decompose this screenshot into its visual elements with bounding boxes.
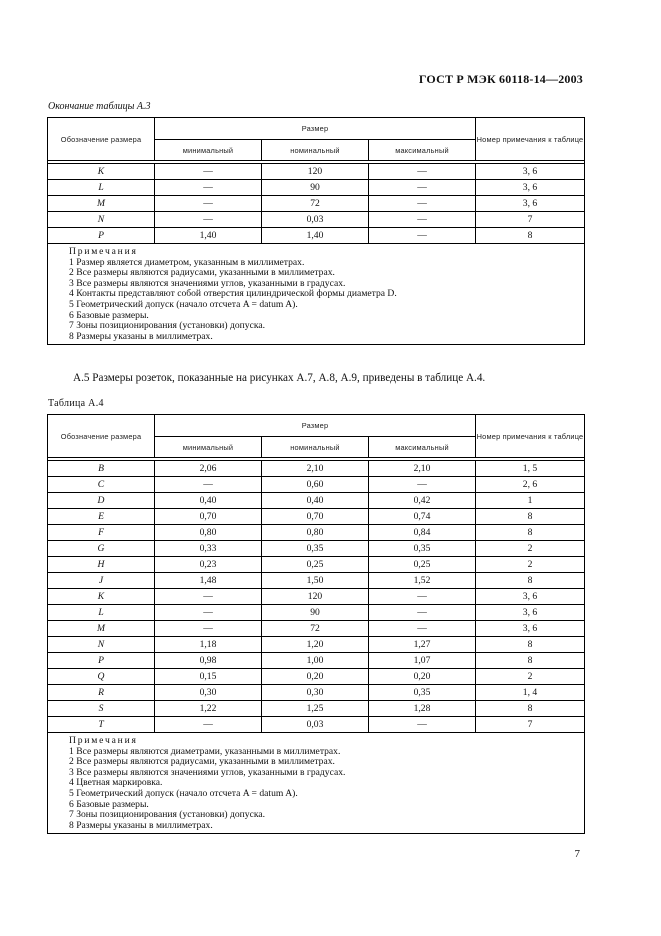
cell-min: — [155,605,262,621]
cell-max: — [369,477,476,493]
table-row [48,212,585,228]
table-a4-notes [48,733,585,834]
table-row [48,541,585,557]
cell-min: 0,40 [155,493,262,509]
cell-note: 1, 5 [476,461,585,477]
cell-designation: N [48,637,155,653]
table-row [48,509,585,525]
cell-nom: 72 [262,196,369,212]
cell-note: 8 [476,509,585,525]
cell-max: 1,27 [369,637,476,653]
cell-min: — [155,589,262,605]
cell-min: 1,48 [155,573,262,589]
cell-designation: K [48,164,155,180]
table-row [48,164,585,180]
cell-nom: 1,20 [262,637,369,653]
note-item: 6 Базовые размеры. [69,798,149,810]
cell-designation: F [48,525,155,541]
cell-note: 3, 6 [476,164,585,180]
cell-note: 3, 6 [476,621,585,637]
note-item: 8 Размеры указаны в миллиметрах. [69,819,213,831]
cell-note: 8 [476,525,585,541]
cell-max: 2,10 [369,461,476,477]
cell-min: 1,18 [155,637,262,653]
note-item: 6 Базовые размеры. [69,309,149,321]
table-a3-caption: Окончание таблицы А.3 [48,101,151,112]
cell-note: 8 [476,701,585,717]
cell-note: 2 [476,557,585,573]
page-number: 7 [574,848,580,860]
cell-min: 2,06 [155,461,262,477]
cell-designation: P [48,653,155,669]
cell-nom: 72 [262,621,369,637]
cell-nom: 90 [262,180,369,196]
note-item: 7 Зоны позиционирования (установки) допуска. [69,809,266,821]
table-a4-header-max: максимальный [369,437,476,458]
cell-designation: H [48,557,155,573]
cell-max: 1,07 [369,653,476,669]
cell-max: — [369,196,476,212]
cell-max: 0,20 [369,669,476,685]
cell-designation: R [48,685,155,701]
cell-min: 0,33 [155,541,262,557]
cell-min: — [155,717,262,733]
cell-max: 1,28 [369,701,476,717]
cell-designation: L [48,180,155,196]
cell-min: — [155,164,262,180]
table-a4-header-size: Размер [155,415,476,437]
cell-note: 2, 6 [476,477,585,493]
table-row [48,461,585,477]
cell-note: 7 [476,212,585,228]
cell-min: 0,15 [155,669,262,685]
table-a4-header-designation: Обозначение размера [48,415,155,458]
cell-designation: M [48,196,155,212]
note-item: 5 Геометрический допуск (начало отсчета A = datum A). [69,298,298,310]
cell-max: — [369,228,476,244]
table-row [48,605,585,621]
cell-note: 3, 6 [476,605,585,621]
cell-max: 0,35 [369,541,476,557]
table-a4-notes-list [69,747,584,832]
cell-min: 0,98 [155,653,262,669]
cell-designation: P [48,228,155,244]
cell-nom: 90 [262,605,369,621]
cell-nom: 1,50 [262,573,369,589]
cell-designation: J [48,573,155,589]
table-a4-header-min: минимальный [155,437,262,458]
cell-max: 0,84 [369,525,476,541]
cell-max: 0,74 [369,509,476,525]
cell-min: 0,23 [155,557,262,573]
note-item: 2 Все размеры являются радиусами, указанными в миллиметрах. [69,267,335,279]
table-row [48,557,585,573]
cell-designation: Q [48,669,155,685]
table-row [48,637,585,653]
cell-nom: 0,40 [262,493,369,509]
cell-nom: 120 [262,164,369,180]
cell-max: — [369,212,476,228]
paragraph-a5: А.5 Размеры розеток, показанные на рисунках А.7, А.8, А.9, приведены в таблице А.4. [73,372,486,384]
table-row [48,669,585,685]
table-row [48,701,585,717]
cell-max: 0,42 [369,493,476,509]
cell-max: — [369,180,476,196]
cell-nom: 0,35 [262,541,369,557]
cell-note: 1, 4 [476,685,585,701]
cell-min: — [155,196,262,212]
cell-note: 1 [476,493,585,509]
table-a4-notes-title: Примечания [69,735,138,746]
note-item: 1 Все размеры являются диаметрами, указанными в миллиметрах. [69,745,341,757]
cell-min: — [155,212,262,228]
table-a3-header-note: Номер примечания к таблице [476,118,585,161]
cell-max: — [369,589,476,605]
cell-nom: 0,60 [262,477,369,493]
table-row [48,525,585,541]
standard-designation: ГОСТ Р МЭК 60118-14—2003 [418,72,583,86]
table-a4 [47,414,585,834]
table-a3-notes-list [69,258,584,343]
cell-max: — [369,164,476,180]
table-row [48,180,585,196]
cell-max: — [369,605,476,621]
cell-note: 7 [476,717,585,733]
cell-max: 0,35 [369,685,476,701]
cell-note: 8 [476,573,585,589]
table-row [48,653,585,669]
cell-nom: 2,10 [262,461,369,477]
table-a3-body [48,164,585,244]
cell-note: 8 [476,653,585,669]
cell-note: 3, 6 [476,589,585,605]
note-item: 2 Все размеры являются радиусами, указанными в миллиметрах. [69,756,335,768]
table-row [48,493,585,509]
cell-note: 2 [476,541,585,557]
cell-designation: S [48,701,155,717]
note-item: 8 Размеры указаны в миллиметрах. [69,330,213,342]
cell-designation: L [48,605,155,621]
note-item: 5 Геометрический допуск (начало отсчета A = datum A). [69,787,298,799]
table-a3-header-min: минимальный [155,140,262,161]
cell-designation: M [48,621,155,637]
table-a3-header-nom: номинальный [262,140,369,161]
cell-nom: 0,20 [262,669,369,685]
cell-note: 3, 6 [476,196,585,212]
cell-max: 0,25 [369,557,476,573]
cell-nom: 0,70 [262,509,369,525]
note-item: 1 Размер является диаметром, указанным в миллиметрах. [69,256,305,268]
table-a4-body [48,461,585,733]
cell-min: 1,40 [155,228,262,244]
cell-nom: 0,03 [262,717,369,733]
table-row [48,589,585,605]
cell-note: 2 [476,669,585,685]
cell-min: 0,80 [155,525,262,541]
cell-designation: B [48,461,155,477]
note-item: 4 Цветная маркировка. [69,777,163,789]
table-row [48,685,585,701]
cell-nom: 1,00 [262,653,369,669]
cell-min: 1,22 [155,701,262,717]
cell-designation: E [48,509,155,525]
table-a3-notes-title: Примечания [69,246,138,257]
cell-max: — [369,717,476,733]
cell-note: 3, 6 [476,180,585,196]
cell-min: — [155,477,262,493]
cell-nom: 0,30 [262,685,369,701]
note-item: 3 Все размеры являются значениями углов, указанными в градусах. [69,277,346,289]
table-a4-header-note: Номер примечания к таблице [476,415,585,458]
table-a3 [47,117,585,345]
table-a3-notes [48,244,585,345]
cell-min: — [155,180,262,196]
table-row [48,196,585,212]
table-a3-header-designation: Обозначение размера [48,118,155,161]
cell-min: 0,30 [155,685,262,701]
note-item: 4 Контакты представляют собой отверстия цилиндрической формы диаметра D. [69,288,397,300]
cell-designation: N [48,212,155,228]
cell-nom: 1,25 [262,701,369,717]
cell-nom: 1,40 [262,228,369,244]
table-row [48,621,585,637]
table-a4-caption: Таблица А.4 [48,398,104,409]
cell-max: — [369,621,476,637]
cell-min: — [155,621,262,637]
note-item: 3 Все размеры являются значениями углов, указанными в градусах. [69,766,346,778]
cell-note: 8 [476,637,585,653]
table-row [48,477,585,493]
cell-max: 1,52 [369,573,476,589]
note-item: 7 Зоны позиционирования (установки) допуска. [69,320,266,332]
cell-note: 8 [476,228,585,244]
cell-designation: K [48,589,155,605]
table-a3-header-size: Размер [155,118,476,140]
table-row [48,228,585,244]
table-row [48,717,585,733]
table-a4-header-nom: номинальный [262,437,369,458]
cell-nom: 120 [262,589,369,605]
cell-nom: 0,03 [262,212,369,228]
table-row [48,573,585,589]
cell-designation: G [48,541,155,557]
cell-designation: C [48,477,155,493]
table-a3-header-max: максимальный [369,140,476,161]
cell-designation: T [48,717,155,733]
cell-nom: 0,80 [262,525,369,541]
cell-min: 0,70 [155,509,262,525]
cell-nom: 0,25 [262,557,369,573]
cell-designation: D [48,493,155,509]
